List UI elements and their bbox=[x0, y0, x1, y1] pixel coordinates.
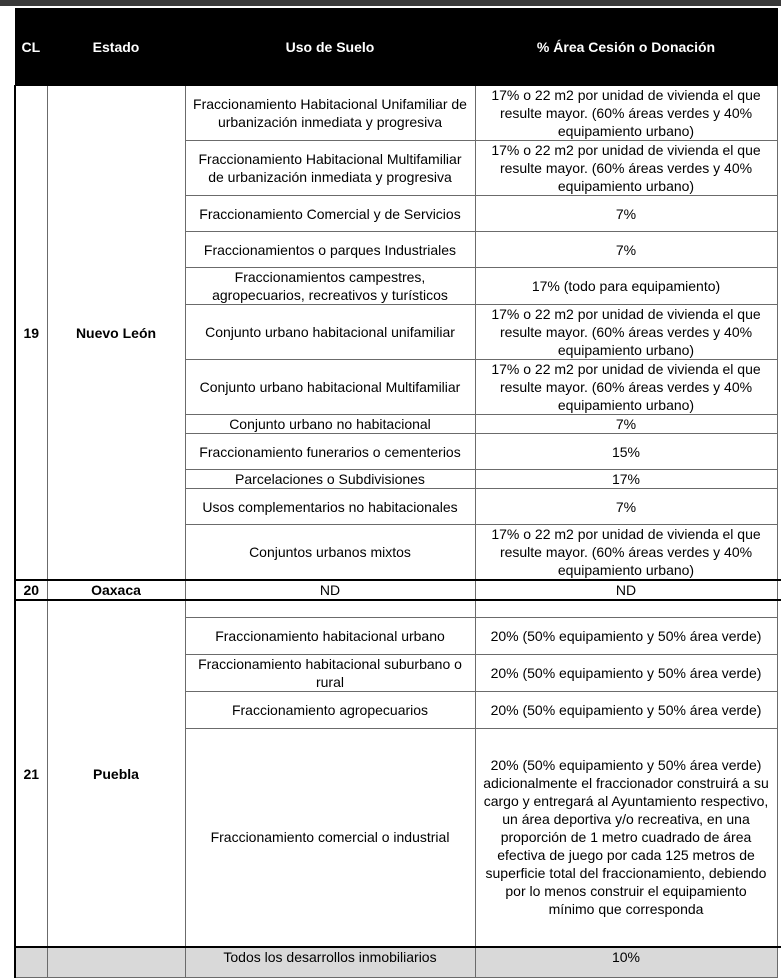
area-cell: 17% o 22 m2 por unidad de vivienda el que resulte mayor. (60% áreas verdes y 40% equipamiento urbano) bbox=[475, 86, 777, 141]
area-cell: 7% bbox=[475, 196, 777, 232]
uso-cell: Fraccionamientos campestres, agropecuarios, recreativos y turísticos bbox=[185, 268, 475, 305]
estado-cell bbox=[47, 947, 185, 977]
uso-cell: ND bbox=[185, 580, 475, 600]
header-uso-de-suelo: Uso de Suelo bbox=[185, 9, 475, 86]
area-cell: 7% bbox=[475, 415, 777, 434]
header-estado: Estado bbox=[47, 9, 185, 86]
uso-cell: Conjuntos urbanos mixtos bbox=[185, 525, 475, 581]
area-cell: 15% bbox=[475, 434, 777, 470]
uso-cell: Fraccionamientos o parques Industriales bbox=[185, 232, 475, 268]
right-edge bbox=[777, 86, 781, 581]
uso-cell: Fraccionamiento funerarios o cementerios bbox=[185, 434, 475, 470]
table-row bbox=[15, 947, 781, 977]
uso-cell: Conjunto urbano habitacional unifamiliar bbox=[185, 305, 475, 360]
header-edge bbox=[777, 9, 781, 86]
cl-cell: 21 bbox=[15, 600, 47, 947]
uso-cell bbox=[185, 600, 475, 617]
uso-cell: Fraccionamiento Habitacional Unifamiliar de urbanización inmediata y progresiva bbox=[185, 86, 475, 141]
uso-cell: Fraccionamiento Comercial y de Servicios bbox=[185, 196, 475, 232]
area-cell bbox=[475, 600, 777, 617]
table-row bbox=[15, 580, 781, 600]
uso-cell: Conjunto urbano no habitacional bbox=[185, 415, 475, 434]
area-cell: 20% (50% equipamiento y 50% área verde) bbox=[475, 654, 777, 691]
area-cell: ND bbox=[475, 580, 777, 600]
area-cell: 20% (50% equipamiento y 50% área verde) bbox=[475, 617, 777, 654]
cl-cell bbox=[15, 947, 47, 977]
estado-cell: Nuevo León bbox=[47, 86, 185, 581]
uso-cell: Fraccionamiento agropecuarios bbox=[185, 691, 475, 728]
uso-cell: Parcelaciones o Subdivisiones bbox=[185, 470, 475, 489]
area-cell: 17% o 22 m2 por unidad de vivienda el que resulte mayor. (60% áreas verdes y 40% equipamiento urbano) bbox=[475, 141, 777, 196]
area-cell: 17% o 22 m2 por unidad de vivienda el que resulte mayor. (60% áreas verdes y 40% equipamiento urbano) bbox=[475, 305, 777, 360]
uso-cell: Fraccionamiento Habitacional Multifamiliar de urbanización inmediata y progresiva bbox=[185, 141, 475, 196]
table-row bbox=[15, 86, 781, 141]
land-use-donation-table bbox=[14, 8, 781, 978]
right-edge bbox=[777, 580, 781, 600]
area-cell: 7% bbox=[475, 489, 777, 525]
right-edge bbox=[777, 600, 781, 947]
estado-cell: Oaxaca bbox=[47, 580, 185, 600]
area-cell: 17% bbox=[475, 470, 777, 489]
area-cell: 17% o 22 m2 por unidad de vivienda el que resulte mayor. (60% áreas verdes y 40% equipamiento urbano) bbox=[475, 360, 777, 415]
document-page bbox=[0, 6, 781, 965]
estado-cell: Puebla bbox=[47, 600, 185, 947]
uso-cell: Conjunto urbano habitacional Multifamiliar bbox=[185, 360, 475, 415]
area-cell: 20% (50% equipamiento y 50% área verde) bbox=[475, 691, 777, 728]
uso-cell: Fraccionamiento habitacional urbano bbox=[185, 617, 475, 654]
area-cell: 17% o 22 m2 por unidad de vivienda el que resulte mayor. (60% áreas verdes y 40% equipamiento urbano) bbox=[475, 525, 777, 581]
uso-cell: Usos complementarios no habitacionales bbox=[185, 489, 475, 525]
area-cell: 10% bbox=[475, 947, 777, 977]
header-area-cesion: % Área Cesión o Donación bbox=[475, 9, 777, 86]
header-cl: CL bbox=[15, 9, 47, 86]
uso-cell: Fraccionamiento comercial o industrial bbox=[185, 728, 475, 947]
table-header-row bbox=[15, 9, 781, 86]
area-cell: 20% (50% equipamiento y 50% área verde) adicionalmente el fraccionador construirá a su cargo y entregará al Ayuntamiento respectivo, un área deportiva y/o recreativa, en una proporción de 1 metro cuadrado de área efectiva de juego por cada 125 metros de superficie total del fraccionamiento, debiendo por lo menos construir el equipamiento mínimo que corresponda bbox=[475, 728, 777, 947]
table-row bbox=[15, 600, 781, 617]
uso-cell: Todos los desarrollos inmobiliarios bbox=[185, 947, 475, 977]
cl-cell: 19 bbox=[15, 86, 47, 581]
cl-cell: 20 bbox=[15, 580, 47, 600]
area-cell: 17% (todo para equipamiento) bbox=[475, 268, 777, 305]
area-cell: 7% bbox=[475, 232, 777, 268]
right-edge bbox=[777, 947, 781, 977]
uso-cell: Fraccionamiento habitacional suburbano o rural bbox=[185, 654, 475, 691]
